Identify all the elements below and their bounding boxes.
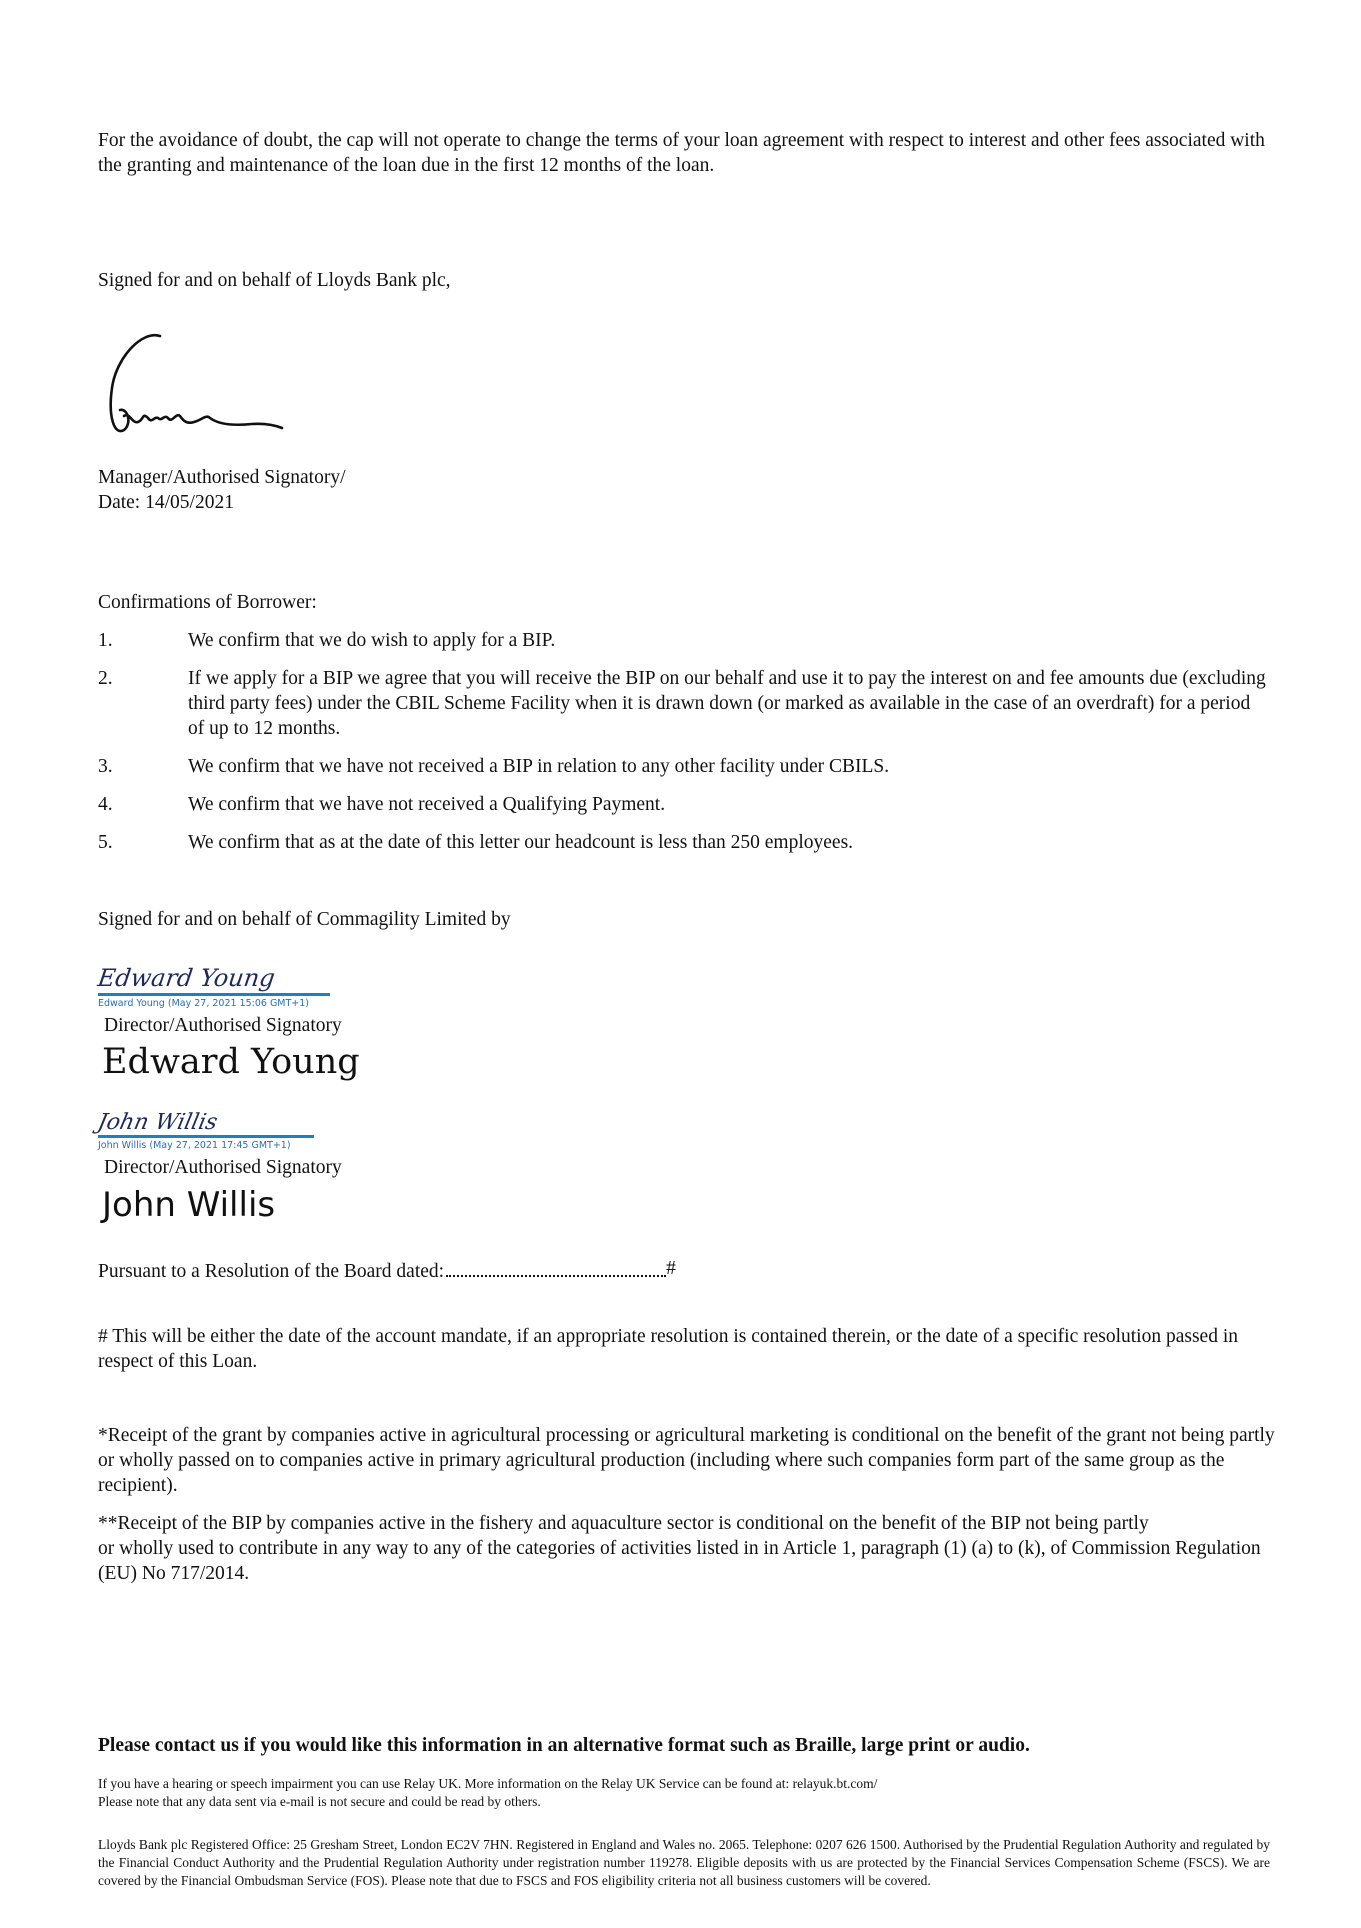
list-item-text: We confirm that we do wish to apply for a BIP. xyxy=(188,630,556,651)
bip-footnote xyxy=(98,1511,1278,1586)
esignature-john-willis: John Willis xyxy=(95,1110,220,1135)
relay-line-1: If you have a hearing or speech impairment you can use Relay UK. More information on the Relay UK Service can be found at: relayuk.bt.com/ xyxy=(98,1776,878,1791)
list-item-text: We confirm that as at the date of this letter our headcount is less than 250 employees. xyxy=(188,832,854,853)
list-item-number: 2. xyxy=(98,668,113,689)
list-item-text: We confirm that we have not received a Qualifying Payment. xyxy=(188,794,666,815)
board-resolution-line xyxy=(98,1257,676,1284)
list-item-number: 5. xyxy=(98,832,113,853)
confirmations-list xyxy=(98,628,1268,868)
confirmations-title: Confirmations of Borrower: xyxy=(98,592,317,613)
list-item xyxy=(98,628,1268,653)
list-item xyxy=(98,830,1268,855)
hash-footnote: # This will be either the date of the account mandate, if an appropriate resolution is contained therein, or the date of a specific resolution passed in respect of this Loan. xyxy=(98,1326,1239,1372)
alternative-format-notice: Please contact us if you would like this information in an alternative format such as Braille, large print or audio. xyxy=(98,1735,1030,1756)
esignature-meta: Edward Young (May 27, 2021 15:06 GMT+1) xyxy=(98,998,310,1009)
bip-footnote-line1: **Receipt of the BIP by companies active in the fishery and aquaculture sector is conditional on the benefit of the BIP not being partly xyxy=(98,1513,1149,1534)
resolution-date-blank xyxy=(446,1257,666,1277)
esignature-meta: John Willis (May 27, 2021 17:45 GMT+1) xyxy=(98,1140,291,1151)
signatory-role: Director/Authorised Signatory xyxy=(104,1015,342,1036)
list-item-number: 3. xyxy=(98,756,113,777)
bip-footnote-line2: or wholly used to contribute in any way to any of the categories of activities listed in in Article 1, paragraph (1) (a) to (k), of Commission Regulation (EU) No 717/2014. xyxy=(98,1538,1261,1584)
lender-date: Date: 14/05/2021 xyxy=(98,492,234,513)
signatory-typed-name: Edward Young xyxy=(102,1042,360,1082)
signatory-typed-name: John Willis xyxy=(102,1185,276,1225)
relay-line-2: Please note that any data sent via e-mail is not secure and could be read by others. xyxy=(98,1794,541,1809)
lender-signed-for: Signed for and on behalf of Lloyds Bank plc, xyxy=(98,270,451,291)
list-item xyxy=(98,792,1268,817)
registered-office-info: Lloyds Bank plc Registered Office: 25 Gresham Street, London EC2V 7HN. Registered in England and Wales no. 2065. Telephone: 0207 626 1500. Authorised by the Prudential Regulation Authority and regulated by the Financial Conduct Authority and the Prudential Regulation Authority under registration number 119278. Eligible deposits with us are protected by the Financial Services Compensation Scheme (FSCS). We are covered by the Financial Ombudsman Service (FOS). Please note that due to FSCS and FOS eligibility criteria not all business customers will be covered. xyxy=(98,1837,1270,1888)
esignature-underline xyxy=(98,1135,314,1138)
list-item-number: 1. xyxy=(98,630,113,651)
hash-marker: # xyxy=(666,1258,676,1279)
esignature-underline xyxy=(98,993,330,996)
list-item-number: 4. xyxy=(98,794,113,815)
signatory-role: Director/Authorised Signatory xyxy=(104,1157,342,1178)
grant-footnote: *Receipt of the grant by companies active in agricultural processing or agricultural marketing is conditional on the benefit of the grant not being partly or wholly passed on to companies active in primary agricultural production (including where such companies form part of the same group as the recipient). xyxy=(98,1425,1275,1496)
lender-handwritten-signature xyxy=(102,328,292,458)
esignature-edward-young: Edward Young xyxy=(96,964,277,992)
list-item-text: If we apply for a BIP we agree that you will receive the BIP on our behalf and use it to pay the interest on and fee amounts due (excluding third party fees) under the CBIL Scheme Facility when it is drawn down (or marked as available in the case of an overdraft) for a period of up to 12 months. xyxy=(188,668,1266,739)
list-item xyxy=(98,666,1268,741)
intro-paragraph: For the avoidance of doubt, the cap will not operate to change the terms of your loan agreement with respect to interest and other fees associated with the granting and maintenance of the loan due in the first 12 months of the loan. xyxy=(98,130,1265,176)
list-item-text: We confirm that we have not received a BIP in relation to any other facility under CBILS. xyxy=(188,756,890,777)
list-item xyxy=(98,754,1268,779)
board-resolution-label: Pursuant to a Resolution of the Board dated: xyxy=(98,1261,445,1282)
borrower-signed-for: Signed for and on behalf of Commagility Limited by xyxy=(98,909,511,930)
lender-role: Manager/Authorised Signatory/ xyxy=(98,467,346,488)
relay-uk-info xyxy=(98,1775,877,1811)
